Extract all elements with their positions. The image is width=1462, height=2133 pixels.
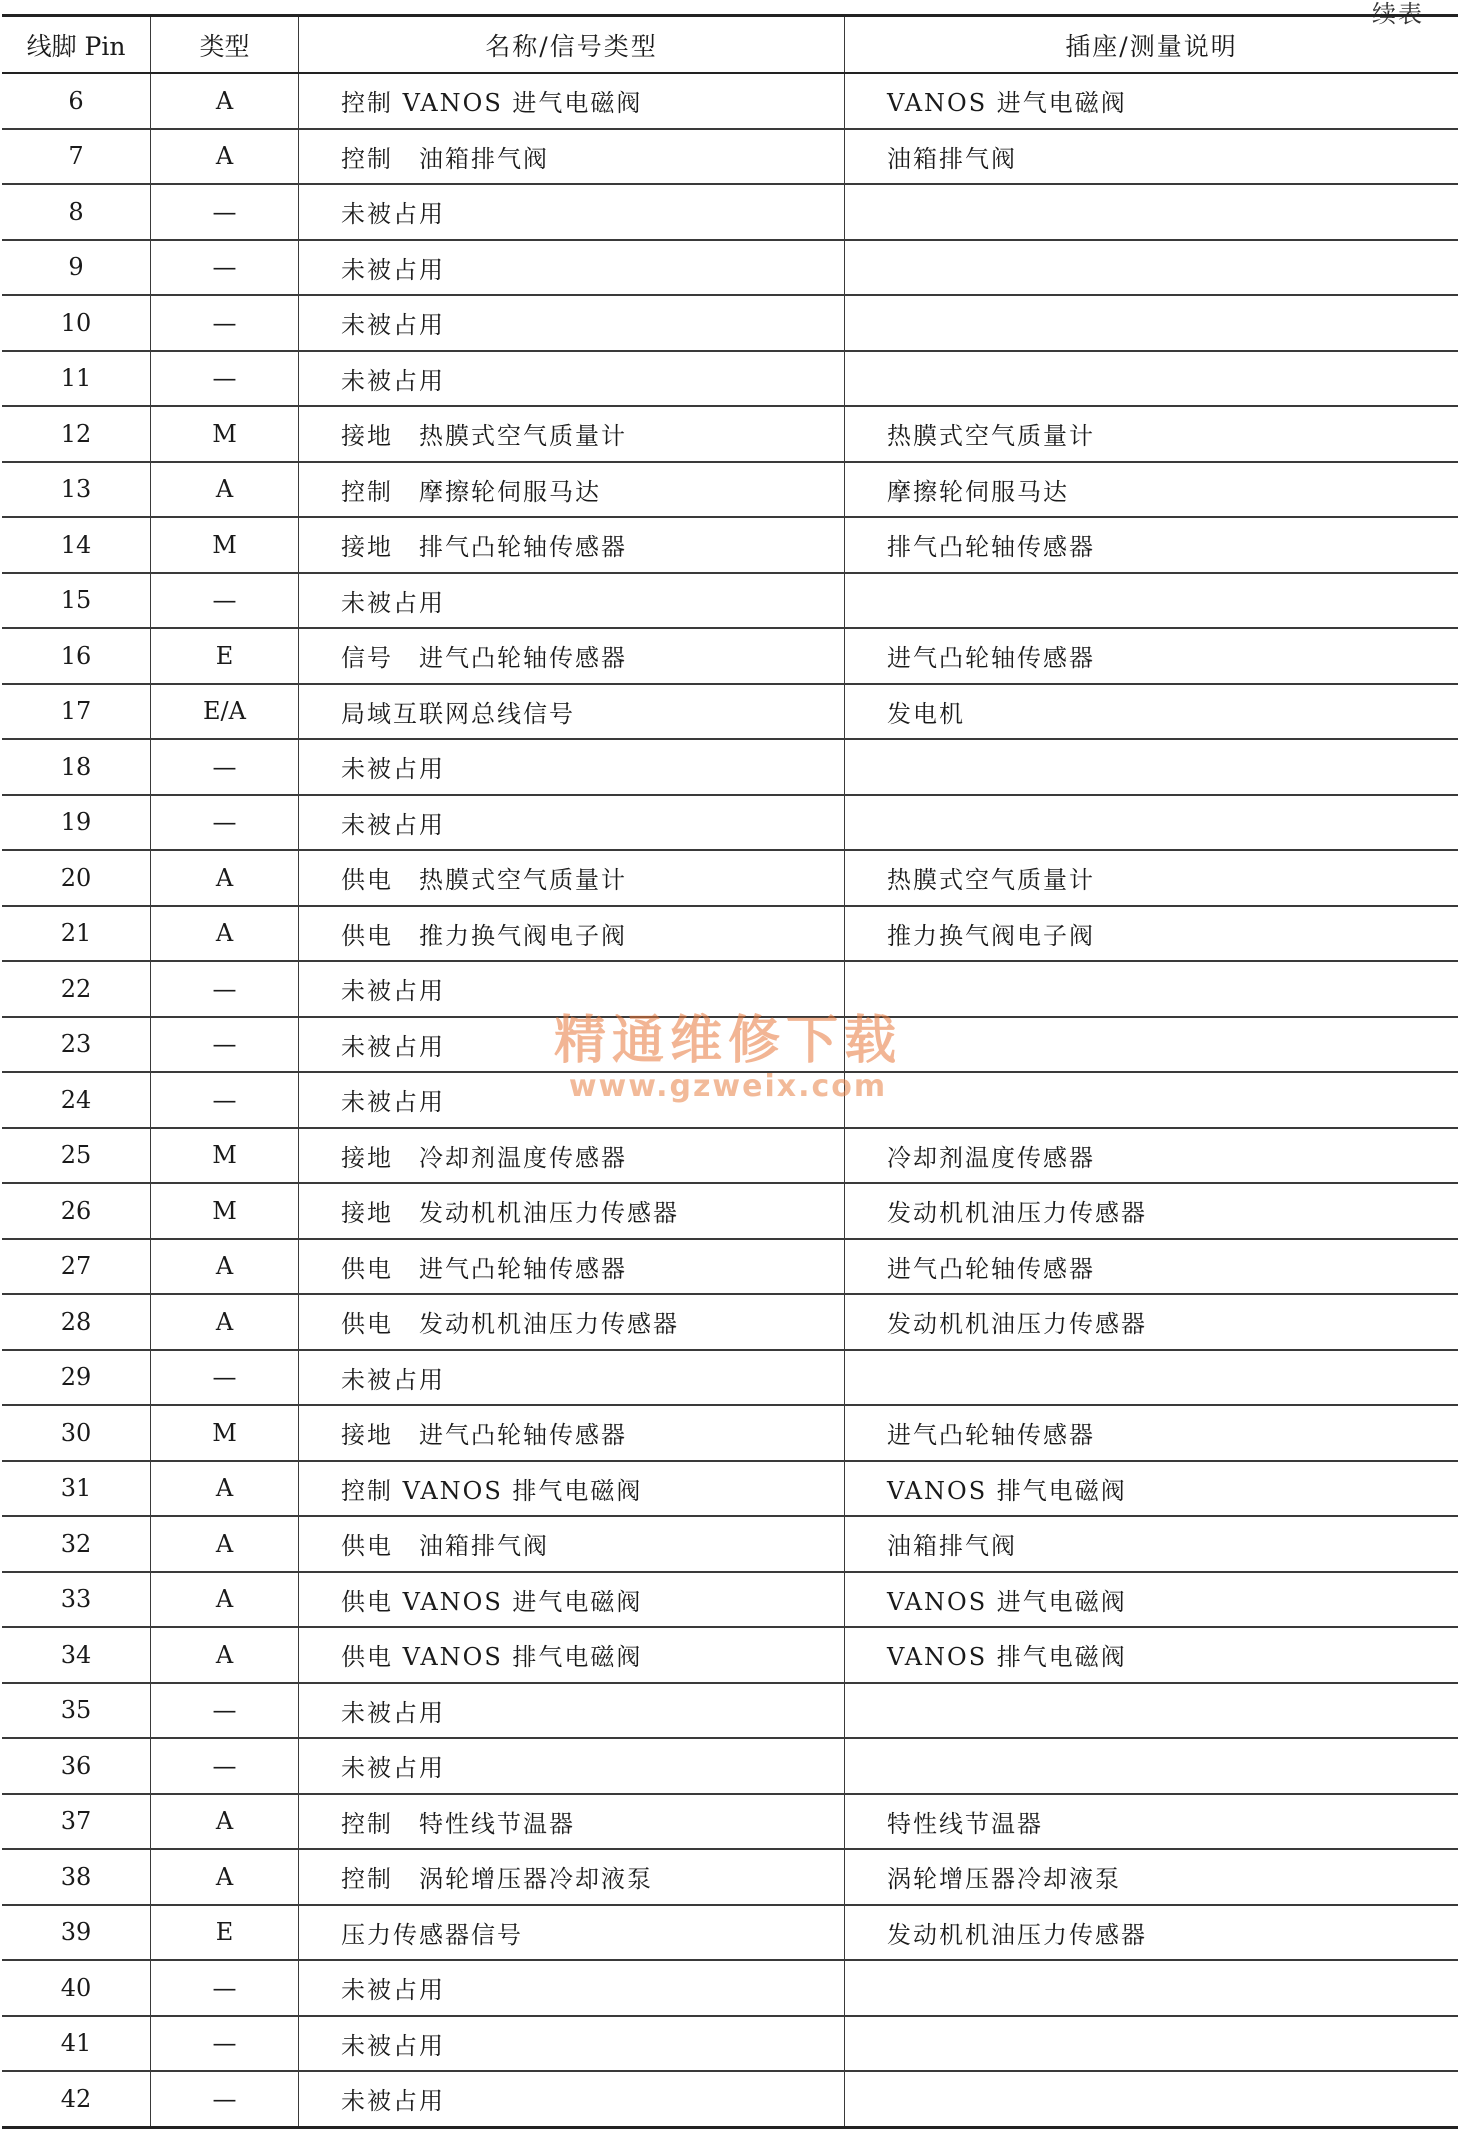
- cell-desc: [845, 184, 1459, 240]
- table-row: [2, 1294, 1458, 1350]
- cell-desc: [845, 1960, 1459, 2016]
- cell-pin: 10: [2, 295, 151, 351]
- table-row: [2, 240, 1458, 296]
- cell-name: 未被占用: [299, 2071, 845, 2127]
- cell-desc: [845, 1683, 1459, 1739]
- table-row: [2, 1905, 1458, 1961]
- cell-type: —: [151, 1738, 299, 1794]
- cell-type: A: [151, 1849, 299, 1905]
- cell-type: M: [151, 517, 299, 573]
- table-row: [2, 1960, 1458, 2016]
- cell-pin: 14: [2, 517, 151, 573]
- table-row: [2, 1794, 1458, 1850]
- cell-desc: 冷却剂温度传感器: [845, 1128, 1459, 1184]
- table-header: [2, 16, 1458, 74]
- cell-type: —: [151, 1017, 299, 1073]
- table-row: [2, 1683, 1458, 1739]
- table-row: [2, 1738, 1458, 1794]
- cell-name: 控制 特性线节温器: [299, 1794, 845, 1850]
- cell-type: M: [151, 1405, 299, 1461]
- table-row: [2, 1239, 1458, 1295]
- table-row: [2, 906, 1458, 962]
- cell-desc: 进气凸轮轴传感器: [845, 1405, 1459, 1461]
- cell-name: 供电 油箱排气阀: [299, 1516, 845, 1572]
- cell-desc: VANOS 排气电磁阀: [845, 1627, 1459, 1683]
- cell-desc: 特性线节温器: [845, 1794, 1459, 1850]
- cell-type: A: [151, 462, 299, 518]
- cell-desc: 发动机机油压力传感器: [845, 1905, 1459, 1961]
- cell-pin: 30: [2, 1405, 151, 1461]
- cell-pin: 20: [2, 850, 151, 906]
- cell-name: 接地 热膜式空气质量计: [299, 406, 845, 462]
- cell-pin: 28: [2, 1294, 151, 1350]
- header-desc: 插座/测量说明: [845, 16, 1459, 74]
- cell-desc: [845, 1072, 1459, 1128]
- cell-pin: 21: [2, 906, 151, 962]
- cell-type: E: [151, 1905, 299, 1961]
- cell-desc: VANOS 排气电磁阀: [845, 1461, 1459, 1517]
- table-row: [2, 406, 1458, 462]
- cell-pin: 19: [2, 795, 151, 851]
- cell-type: —: [151, 2071, 299, 2127]
- table-row: [2, 1350, 1458, 1406]
- cell-type: E: [151, 628, 299, 684]
- cell-type: —: [151, 240, 299, 296]
- cell-pin: 36: [2, 1738, 151, 1794]
- cell-name: 未被占用: [299, 795, 845, 851]
- cell-type: A: [151, 1572, 299, 1628]
- cell-desc: [845, 2071, 1459, 2127]
- table-row: [2, 1017, 1458, 1073]
- cell-type: A: [151, 1239, 299, 1295]
- cell-name: 供电 进气凸轮轴传感器: [299, 1239, 845, 1295]
- cell-type: A: [151, 73, 299, 129]
- cell-desc: 油箱排气阀: [845, 1516, 1459, 1572]
- cell-pin: 11: [2, 351, 151, 407]
- cell-type: —: [151, 739, 299, 795]
- cell-pin: 23: [2, 1017, 151, 1073]
- cell-name: 未被占用: [299, 184, 845, 240]
- cell-name: 信号 进气凸轮轴传感器: [299, 628, 845, 684]
- table-row: [2, 129, 1458, 185]
- table-row: [2, 573, 1458, 629]
- cell-pin: 9: [2, 240, 151, 296]
- table-row: [2, 1516, 1458, 1572]
- cell-pin: 26: [2, 1183, 151, 1239]
- cell-desc: 排气凸轮轴传感器: [845, 517, 1459, 573]
- cell-name: 供电 推力换气阀电子阀: [299, 906, 845, 962]
- cell-name: 未被占用: [299, 1683, 845, 1739]
- cell-type: —: [151, 795, 299, 851]
- cell-pin: 35: [2, 1683, 151, 1739]
- cell-pin: 12: [2, 406, 151, 462]
- cell-name: 未被占用: [299, 2016, 845, 2072]
- table-row: [2, 1128, 1458, 1184]
- continued-label: 续表: [1372, 0, 1424, 28]
- cell-type: —: [151, 1960, 299, 2016]
- cell-pin: 17: [2, 684, 151, 740]
- table-row: [2, 184, 1458, 240]
- watermark-url: www.gzweix.com: [568, 1069, 888, 1104]
- cell-type: —: [151, 2016, 299, 2072]
- header-type: 类型: [151, 16, 299, 74]
- cell-name: 供电 VANOS 排气电磁阀: [299, 1627, 845, 1683]
- cell-name: 控制 油箱排气阀: [299, 129, 845, 185]
- cell-pin: 32: [2, 1516, 151, 1572]
- cell-type: —: [151, 573, 299, 629]
- cell-desc: 热膜式空气质量计: [845, 850, 1459, 906]
- cell-desc: 涡轮增压器冷却液泵: [845, 1849, 1459, 1905]
- table-row: [2, 517, 1458, 573]
- cell-desc: VANOS 进气电磁阀: [845, 73, 1459, 129]
- cell-name: 未被占用: [299, 573, 845, 629]
- cell-type: M: [151, 406, 299, 462]
- cell-pin: 39: [2, 1905, 151, 1961]
- cell-name: 接地 进气凸轮轴传感器: [299, 1405, 845, 1461]
- header-row: [2, 16, 1458, 74]
- cell-type: E/A: [151, 684, 299, 740]
- cell-desc: [845, 573, 1459, 629]
- cell-desc: [845, 739, 1459, 795]
- cell-desc: [845, 1350, 1459, 1406]
- cell-name: 未被占用: [299, 961, 845, 1017]
- table-row: [2, 1572, 1458, 1628]
- table-row: [2, 684, 1458, 740]
- table-row: [2, 1072, 1458, 1128]
- cell-pin: 27: [2, 1239, 151, 1295]
- table-row: [2, 462, 1458, 518]
- cell-desc: [845, 240, 1459, 296]
- cell-type: —: [151, 184, 299, 240]
- table-row: [2, 1627, 1458, 1683]
- cell-desc: 推力换气阀电子阀: [845, 906, 1459, 962]
- cell-pin: 29: [2, 1350, 151, 1406]
- cell-name: 接地 冷却剂温度传感器: [299, 1128, 845, 1184]
- cell-desc: 摩擦轮伺服马达: [845, 462, 1459, 518]
- cell-name: 供电 热膜式空气质量计: [299, 850, 845, 906]
- cell-type: —: [151, 295, 299, 351]
- table-row: [2, 739, 1458, 795]
- cell-desc: 进气凸轮轴传感器: [845, 1239, 1459, 1295]
- cell-desc: [845, 295, 1459, 351]
- cell-name: 接地 排气凸轮轴传感器: [299, 517, 845, 573]
- cell-type: A: [151, 906, 299, 962]
- cell-type: A: [151, 1516, 299, 1572]
- cell-type: A: [151, 129, 299, 185]
- cell-name: 控制 VANOS 进气电磁阀: [299, 73, 845, 129]
- cell-type: —: [151, 351, 299, 407]
- cell-name: 未被占用: [299, 1017, 845, 1073]
- cell-type: A: [151, 1294, 299, 1350]
- cell-type: A: [151, 1794, 299, 1850]
- cell-desc: 进气凸轮轴传感器: [845, 628, 1459, 684]
- cell-desc: 油箱排气阀: [845, 129, 1459, 185]
- cell-name: 未被占用: [299, 739, 845, 795]
- cell-desc: [845, 1738, 1459, 1794]
- table-row: [2, 850, 1458, 906]
- cell-type: A: [151, 850, 299, 906]
- cell-desc: [845, 795, 1459, 851]
- cell-pin: 13: [2, 462, 151, 518]
- cell-pin: 37: [2, 1794, 151, 1850]
- cell-type: —: [151, 961, 299, 1017]
- cell-type: M: [151, 1183, 299, 1239]
- cell-name: 未被占用: [299, 1350, 845, 1406]
- cell-pin: 31: [2, 1461, 151, 1517]
- cell-name: 压力传感器信号: [299, 1905, 845, 1961]
- table-row: [2, 1405, 1458, 1461]
- cell-name: 供电 VANOS 进气电磁阀: [299, 1572, 845, 1628]
- cell-pin: 25: [2, 1128, 151, 1184]
- cell-desc: 发电机: [845, 684, 1459, 740]
- table-row: [2, 2016, 1458, 2072]
- cell-pin: 8: [2, 184, 151, 240]
- cell-type: A: [151, 1627, 299, 1683]
- cell-name: 未被占用: [299, 295, 845, 351]
- header-pin: 线脚 Pin: [2, 16, 151, 74]
- table-row: [2, 351, 1458, 407]
- cell-name: 控制 摩擦轮伺服马达: [299, 462, 845, 518]
- cell-desc: VANOS 进气电磁阀: [845, 1572, 1459, 1628]
- cell-pin: 41: [2, 2016, 151, 2072]
- table-row: [2, 795, 1458, 851]
- cell-pin: 33: [2, 1572, 151, 1628]
- cell-pin: 22: [2, 961, 151, 1017]
- table-row: [2, 628, 1458, 684]
- header-name: 名称/信号类型: [299, 16, 845, 74]
- cell-type: —: [151, 1350, 299, 1406]
- cell-pin: 6: [2, 73, 151, 129]
- cell-type: —: [151, 1072, 299, 1128]
- cell-pin: 18: [2, 739, 151, 795]
- cell-desc: 热膜式空气质量计: [845, 406, 1459, 462]
- cell-name: 未被占用: [299, 1072, 845, 1128]
- table-row: [2, 73, 1458, 129]
- cell-type: —: [151, 1683, 299, 1739]
- cell-pin: 16: [2, 628, 151, 684]
- table-row: [2, 1183, 1458, 1239]
- table-row: [2, 1849, 1458, 1905]
- cell-name: 控制 涡轮增压器冷却液泵: [299, 1849, 845, 1905]
- cell-name: 局域互联网总线信号: [299, 684, 845, 740]
- cell-type: M: [151, 1128, 299, 1184]
- cell-name: 未被占用: [299, 351, 845, 407]
- cell-name: 供电 发动机机油压力传感器: [299, 1294, 845, 1350]
- pin-assignment-table: [2, 14, 1458, 2129]
- table-body: [2, 73, 1458, 2127]
- cell-desc: [845, 2016, 1459, 2072]
- watermark-title: 精通维修下载: [553, 1011, 902, 1071]
- cell-name: 未被占用: [299, 1738, 845, 1794]
- table-row: [2, 2071, 1458, 2127]
- table-row: [2, 1461, 1458, 1517]
- cell-desc: 发动机机油压力传感器: [845, 1183, 1459, 1239]
- cell-pin: 42: [2, 2071, 151, 2127]
- cell-name: 接地 发动机机油压力传感器: [299, 1183, 845, 1239]
- cell-desc: [845, 1017, 1459, 1073]
- cell-pin: 38: [2, 1849, 151, 1905]
- cell-type: A: [151, 1461, 299, 1517]
- cell-name: 未被占用: [299, 1960, 845, 2016]
- cell-desc: [845, 961, 1459, 1017]
- cell-pin: 34: [2, 1627, 151, 1683]
- cell-desc: [845, 351, 1459, 407]
- cell-pin: 7: [2, 129, 151, 185]
- cell-pin: 15: [2, 573, 151, 629]
- cell-name: 控制 VANOS 排气电磁阀: [299, 1461, 845, 1517]
- cell-pin: 24: [2, 1072, 151, 1128]
- table-row: [2, 961, 1458, 1017]
- cell-pin: 40: [2, 1960, 151, 2016]
- table-row: [2, 295, 1458, 351]
- cell-name: 未被占用: [299, 240, 845, 296]
- cell-desc: 发动机机油压力传感器: [845, 1294, 1459, 1350]
